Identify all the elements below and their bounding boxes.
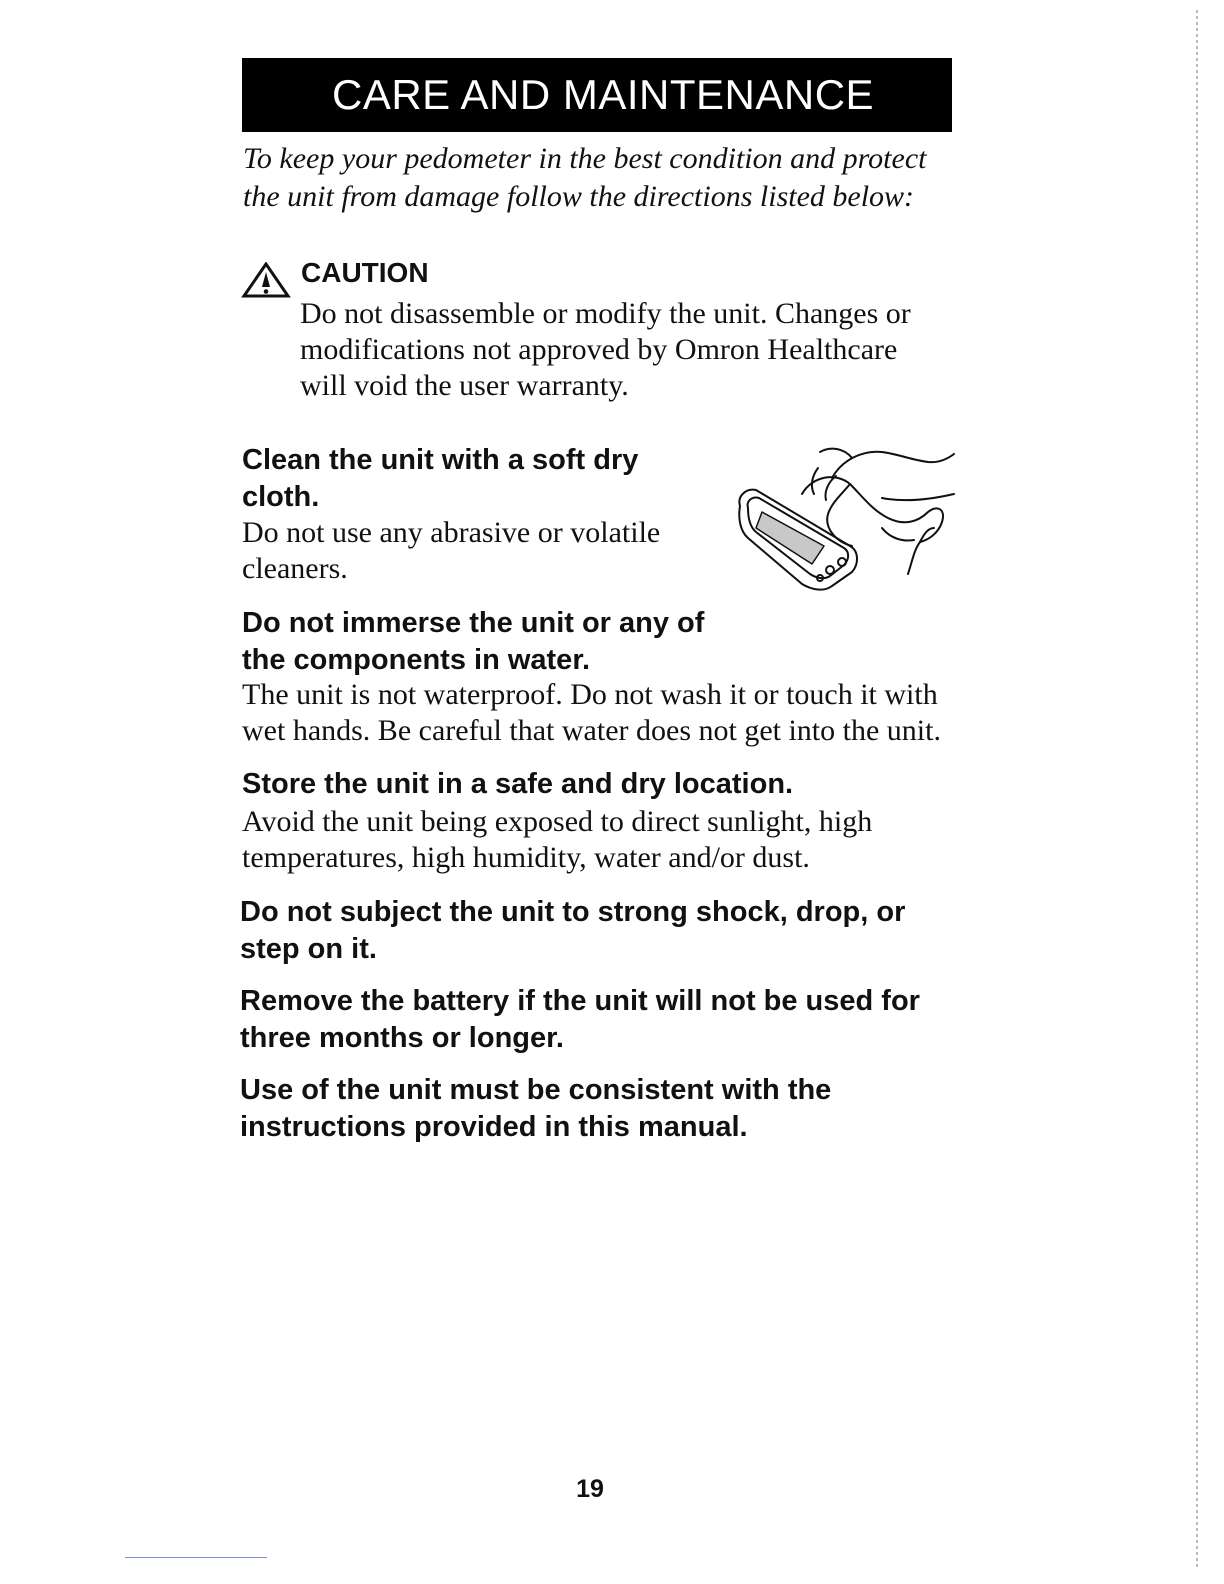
section-body-clean: Do not use any abrasive or volatile cleaners. [242,516,661,585]
section-heading-clean: Clean the unit with a soft dry cloth. [242,444,639,513]
section-heading-consistent-use: Use of the unit must be consistent with the instructions provided in this manual. [240,1074,832,1143]
caution-title: CAUTION [301,257,429,288]
section-body-immerse: The unit is not waterproof. Do not wash it or touch it with wet hands. Be careful that water does not get into the unit. [242,678,941,747]
section-heading-store: Store the unit in a safe and dry location. [242,768,794,800]
section-heading-shock: Do not subject the unit to strong shock, drop, or step on it. [240,896,906,965]
caution-text: Do not disassemble or modify the unit. Changes or modifications not approved by Omron Healthcare will void the user warranty. [300,297,911,402]
section-heading-immerse: Do not immerse the unit or any of the components in water. [242,607,705,676]
bottom-rule [125,1557,267,1558]
section-body-store: Avoid the unit being exposed to direct sunlight, high temperatures, high humidity, water and/or dust. [242,805,873,874]
page-edge-line [1196,10,1198,1570]
section-heading-battery: Remove the battery if the unit will not be used for three months or longer. [240,985,920,1054]
hand-wiping-pedometer-illustration [732,438,957,603]
page-title: CARE AND MAINTENANCE [242,58,952,132]
intro-text: To keep your pedometer in the best condition and protect the unit from damage follow the directions listed below: [243,142,927,213]
warning-triangle-icon [240,262,292,298]
page-number: 19 [576,1475,604,1503]
